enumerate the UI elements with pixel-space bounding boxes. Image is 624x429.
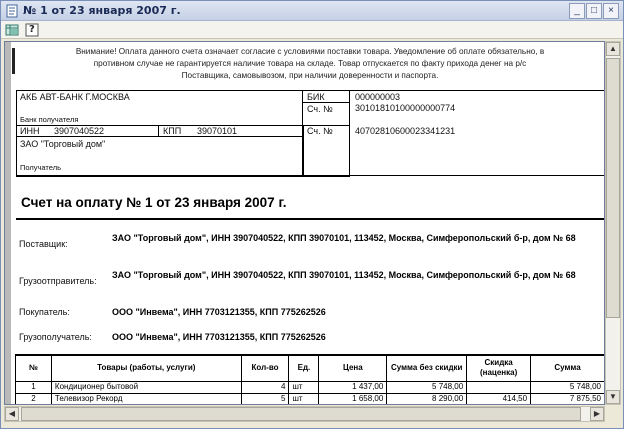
toolbar <box>1 21 623 39</box>
row-number: 1 <box>16 381 52 393</box>
vertical-scroll-thumb[interactable] <box>606 58 620 318</box>
maximize-button[interactable]: □ <box>586 3 602 19</box>
consignee-label: Грузополучатель: <box>19 332 92 342</box>
recipient-name: ЗАО "Торговый дом" <box>20 139 106 149</box>
account-label: Сч. № <box>307 126 333 136</box>
item-sum: 5 748,00 <box>531 381 605 393</box>
corr-acc-value: 30101810100000000774 <box>355 103 456 113</box>
help-label: ? <box>29 24 35 35</box>
item-discount <box>467 381 531 393</box>
shipper-value: ЗАО "Торговый дом", ИНН 3907040522, КПП 39070101, 113452, Москва, Симферопольский б-р, дом № 68 <box>112 270 576 280</box>
scroll-right-icon[interactable]: ▶ <box>590 407 604 421</box>
horizontal-scroll-thumb[interactable] <box>21 407 581 421</box>
scroll-corner <box>605 406 621 422</box>
recipient-bank-label: Банк получателя <box>20 115 79 124</box>
column-header: № <box>16 355 52 381</box>
column-header: Цена <box>319 355 387 381</box>
item-qty: 4 <box>241 381 289 393</box>
item-discount: 414,50 <box>467 393 531 405</box>
recipient-label: Получатель <box>20 163 61 172</box>
goods-table <box>15 354 605 405</box>
table-row <box>16 381 605 393</box>
inn-value: 3907040522 <box>54 126 105 136</box>
table-row <box>16 393 605 405</box>
kpp-label: КПП <box>163 126 182 136</box>
bank-name: АКБ АВТ-БАНК Г.МОСКВА <box>20 92 130 102</box>
supplier-value: ЗАО "Торговый дом", ИНН 3907040522, КПП 39070101, 113452, Москва, Симферопольский б-р, дом № 68 <box>112 233 576 243</box>
corr-acc-label: Сч. № <box>307 104 333 114</box>
item-qty: 5 <box>241 393 289 405</box>
column-header: Кол-во <box>241 355 289 381</box>
left-margin-strip <box>5 42 11 404</box>
consignee-value: ООО "Инвема", ИНН 7703121355, КПП 775262526 <box>112 332 326 342</box>
item-sum: 7 875,50 <box>531 393 605 405</box>
kpp-value: 39070101 <box>197 126 238 136</box>
document-icon <box>5 4 19 18</box>
section-marker <box>12 48 15 74</box>
bik-value: 000000003 <box>355 92 401 102</box>
shipper-label: Грузоотправитель: <box>19 276 97 286</box>
close-button[interactable]: × <box>603 3 619 19</box>
invoice-title: Счет на оплату № 1 от 23 января 2007 г. <box>21 195 287 210</box>
item-sum-no-discount: 8 290,00 <box>387 393 467 405</box>
column-header: Скидка (наценка) <box>467 355 531 381</box>
table-icon[interactable] <box>4 22 20 38</box>
bank-details-table <box>16 90 605 176</box>
column-header: Товары (работы, услуги) <box>51 355 241 381</box>
row-number: 2 <box>16 393 52 405</box>
scroll-left-icon[interactable]: ◀ <box>5 407 19 421</box>
payment-notice: Внимание! Оплата данного счета означает согласие с условиями поставки товара. Уведомление об оплате обязательно, в противном случае не гарантируется наличие товара на складе. Товар отпускается по факту прихода денег на р/с Поставщика, самовывозом, при наличии доверенности и паспорта. <box>75 47 545 80</box>
table-header-row <box>16 355 605 381</box>
buyer-value: ООО "Инвема", ИНН 7703121355, КПП 775262526 <box>112 307 326 317</box>
item-price: 1 437,00 <box>319 381 387 393</box>
window-title: № 1 от 23 января 2007 г. <box>23 4 181 17</box>
horizontal-scrollbar[interactable] <box>4 406 605 422</box>
vertical-scrollbar[interactable] <box>605 41 621 405</box>
window-controls <box>568 3 619 19</box>
document-area[interactable] <box>4 41 605 405</box>
item-price: 1 658,00 <box>319 393 387 405</box>
bik-label: БИК <box>307 92 325 102</box>
supplier-label: Поставщик: <box>19 239 68 249</box>
scroll-down-icon[interactable]: ▼ <box>606 390 620 404</box>
item-unit: шт <box>289 381 319 393</box>
item-name: Кондиционер бытовой <box>51 381 241 393</box>
title-bar[interactable] <box>1 1 623 21</box>
item-unit: шт <box>289 393 319 405</box>
account-value: 40702810600023341231 <box>355 126 456 136</box>
help-icon[interactable] <box>24 22 40 38</box>
scroll-up-icon[interactable]: ▲ <box>606 42 620 56</box>
item-sum-no-discount: 5 748,00 <box>387 381 467 393</box>
buyer-label: Покупатель: <box>19 307 70 317</box>
column-header: Ед. <box>289 355 319 381</box>
column-header: Сумма без скидки <box>387 355 467 381</box>
inn-label: ИНН <box>20 126 40 136</box>
minimize-button[interactable]: _ <box>569 3 585 19</box>
item-name: Телевизор Рекорд <box>51 393 241 405</box>
title-divider <box>16 218 605 220</box>
column-header: Сумма <box>531 355 605 381</box>
